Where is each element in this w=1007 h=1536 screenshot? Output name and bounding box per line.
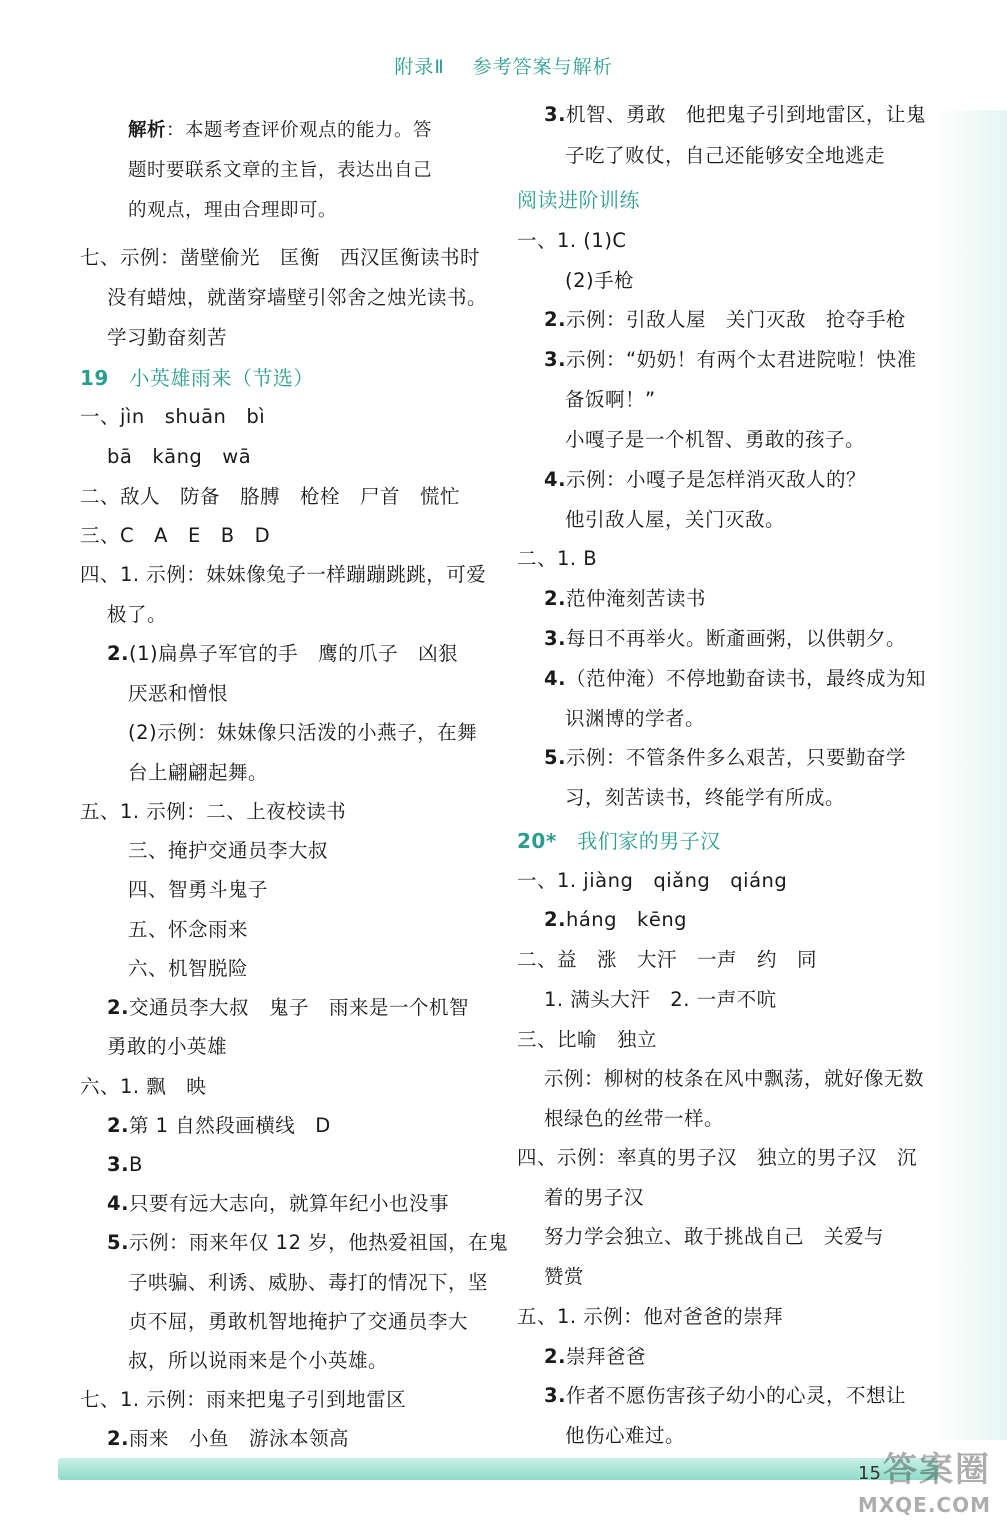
item-text: 四、智勇斗鬼子 [128, 878, 269, 901]
item-text: 七、示例：凿壁偷光 匡衡 西汉匡衡读书时 [80, 246, 481, 269]
answer-line [544, 1345, 646, 1369]
answer-line [544, 1225, 884, 1249]
answer-line [544, 308, 906, 332]
answer-line [544, 988, 777, 1012]
answer-line [565, 508, 785, 532]
item-text: 根绿色的丝带一样。 [544, 1107, 725, 1130]
item-text: 赞赏 [544, 1265, 585, 1288]
item-text: 六、机智脱险 [128, 957, 249, 980]
item-text: (2)手枪 [565, 269, 635, 292]
item-text: háng kēng [565, 908, 688, 931]
item-text: 一、1. (1)C [517, 229, 627, 252]
answer-line [107, 1192, 449, 1216]
answer-line [128, 1271, 488, 1295]
item-text: 六、1. 飘 映 [80, 1075, 207, 1098]
item-text: 示例：柳树的枝条在风中飘荡，就好像无数 [544, 1067, 925, 1090]
item-label: 2. [544, 308, 566, 331]
item-text: 我们家的男子汉 [556, 829, 721, 853]
item-label: 3. [544, 1384, 566, 1407]
right-decorative-strip [937, 110, 1007, 1440]
item-text: 崇拜爸爸 [565, 1345, 646, 1368]
answer-line [107, 286, 487, 310]
item-label: 19 [80, 366, 109, 390]
item-text: 识渊博的学者。 [565, 707, 706, 730]
answer-line [565, 269, 634, 293]
item-text: 交通员李大叔 鬼子 雨来是一个机智 [128, 996, 469, 1019]
item-text: 五、怀念雨来 [128, 918, 249, 941]
item-text: 勇敢的小英雄 [107, 1035, 228, 1058]
answer-line [544, 587, 706, 611]
item-label: 2. [107, 642, 129, 665]
answer-line [565, 707, 705, 731]
answer-line [517, 547, 597, 571]
item-text: 没有蜡烛，就凿穿墙壁引邻舍之烛光读书。 [107, 286, 488, 309]
item-text: 小嘎子是一个机智、勇敢的孩子。 [565, 428, 866, 451]
answer-line [544, 908, 687, 932]
answer-line [128, 682, 228, 706]
page-number: 15 [858, 1463, 881, 1484]
answer-line [128, 119, 432, 143]
answer-line [517, 1028, 657, 1052]
answer-line [544, 1107, 724, 1131]
item-text: 二、1. B [517, 547, 598, 570]
answer-line [80, 1388, 406, 1412]
item-text: (1)扁鼻子军官的手 鹰的爪子 凶狠 [128, 642, 459, 665]
answer-line [128, 839, 328, 863]
answer-line [80, 485, 460, 509]
item-text: 示例：引敌人屋 关门灭敌 抢夺手枪 [565, 308, 906, 331]
item-label: 2. [544, 908, 566, 931]
answer-line [128, 1310, 468, 1334]
answer-line [128, 918, 248, 942]
answer-line [107, 1153, 143, 1177]
answer-line [80, 563, 486, 587]
item-text: 阅读进阶训练 [517, 188, 640, 212]
item-label: 5. [544, 746, 566, 769]
item-text: 每日不再举火。断齑画粥，以供朝夕。 [565, 627, 906, 650]
answer-line [565, 428, 865, 452]
footer-bar [58, 1458, 938, 1480]
answer-line [107, 642, 458, 666]
answer-line [544, 627, 906, 651]
watermark-text: 答案圈 [883, 1450, 991, 1490]
answer-line [565, 1424, 685, 1448]
item-label: 3. [544, 348, 566, 371]
item-text: 四、1. 示例：妹妹像兔子一样蹦蹦跳跳，可爱 [80, 563, 487, 586]
item-text: 五、1. 示例：他对爸爸的崇拜 [517, 1305, 784, 1328]
answer-line [80, 1075, 206, 1099]
item-text: B [128, 1153, 143, 1176]
item-text: 机智、勇敢 他把鬼子引到地雷区，让鬼 [565, 103, 926, 126]
answer-line [517, 948, 817, 972]
item-text: 示例：“奶奶！有两个太君进院啦！快准 [565, 348, 917, 371]
answer-line [517, 829, 721, 853]
answer-line [565, 144, 885, 168]
item-text: bā kāng wā [107, 445, 252, 468]
answer-line [107, 996, 469, 1020]
item-label: 5. [107, 1231, 129, 1254]
item-text: 示例：雨来年仅 12 岁，他热爱祖国，在鬼 [128, 1231, 509, 1254]
answer-line [80, 800, 346, 824]
item-text: 备饭啊！” [565, 388, 656, 411]
header-appendix: 附录Ⅱ [394, 56, 445, 78]
answer-line [128, 878, 268, 902]
answer-line [128, 199, 337, 223]
header-title: 参考答案与解析 [472, 56, 613, 78]
item-text: 子吃了败仗，自己还能够安全地逃走 [565, 144, 886, 167]
watermark [826, 1448, 991, 1528]
item-text: 一、jìn shuān bì [80, 405, 266, 428]
answer-line [107, 1231, 508, 1255]
item-text: （范仲淹）不停地勤奋读书，最终成为知 [565, 667, 926, 690]
item-label: 2. [544, 587, 566, 610]
item-text: 示例：小嘎子是怎样消灭敌人的？ [565, 468, 866, 491]
answer-line [544, 667, 926, 691]
answer-line [107, 1035, 227, 1059]
item-text: 厌恶和憎恨 [128, 682, 229, 705]
answer-line [544, 103, 926, 127]
answer-line [107, 603, 167, 627]
answer-line [80, 524, 270, 548]
item-text: 二、益 涨 大汗 一声 约 同 [517, 948, 818, 971]
answer-line [107, 326, 227, 350]
item-label: 2. [107, 1427, 129, 1450]
item-text: 范仲淹刻苦读书 [565, 587, 706, 610]
item-text: 第 1 自然段画横线 D [128, 1114, 331, 1137]
item-text: 极了。 [107, 603, 168, 626]
item-text: 小英雄雨来（节选） [108, 366, 314, 390]
item-text: 努力学会独立、敢于挑战自己 关爱与 [544, 1225, 885, 1248]
item-label: 2. [107, 1114, 129, 1137]
item-text: 贞不屈，勇敢机智地掩护了交通员李大 [128, 1310, 469, 1333]
answer-line [565, 786, 845, 810]
item-text: 三、C A E B D [80, 524, 271, 547]
item-label: 3. [544, 103, 566, 126]
item-text: 叔，所以说雨来是个小英雄。 [128, 1349, 389, 1372]
item-text: 四、示例：率真的男子汉 独立的男子汉 沉 [517, 1146, 918, 1169]
answer-line [107, 445, 251, 469]
answer-line [544, 468, 866, 492]
answer-line [544, 1186, 644, 1210]
answer-line [517, 188, 640, 212]
answer-line [565, 388, 656, 412]
watermark-url: MXQE.COM [857, 1493, 991, 1517]
answer-line [128, 159, 432, 183]
answer-line [107, 1114, 331, 1138]
answer-line [544, 746, 906, 770]
item-text: 示例：不管条件多么艰苦，只要勤奋学 [565, 746, 906, 769]
answer-line [128, 957, 248, 981]
item-label: 解析 [128, 120, 167, 141]
item-text: 习，刻苦读书，终能学有所成。 [565, 786, 846, 809]
item-text: ：本题考查评价观点的能力。答 [166, 120, 433, 141]
answer-line [517, 1305, 783, 1329]
item-text: 作者不愿伤害孩子幼小的心灵，不想让 [565, 1384, 906, 1407]
answer-line [128, 761, 268, 785]
answer-line [544, 1067, 924, 1091]
answer-line [107, 1427, 349, 1451]
answer-line [517, 229, 627, 253]
item-label: 4. [107, 1192, 129, 1215]
item-text: 五、1. 示例：二、上夜校读书 [80, 800, 347, 823]
item-text: 七、1. 示例：雨来把鬼子引到地雷区 [80, 1388, 407, 1411]
answer-line [80, 405, 265, 429]
item-text: 三、比喻 独立 [517, 1028, 658, 1051]
item-text: (2)示例：妹妹像只活泼的小燕子，在舞 [128, 721, 478, 744]
answer-line [80, 246, 480, 270]
item-text: 1. 满头大汗 2. 一声不吭 [544, 988, 777, 1011]
page-header [0, 52, 1007, 79]
item-text: 只要有远大志向，就算年纪小也没事 [128, 1192, 449, 1215]
item-label: 20* [517, 829, 557, 853]
item-text: 学习勤奋刻苦 [107, 326, 228, 349]
item-text: 一、1. jiàng qiǎng qiáng [517, 869, 788, 892]
item-label: 3. [544, 627, 566, 650]
answer-line [517, 1146, 917, 1170]
item-text: 他引敌人屋，关门灭敌。 [565, 508, 786, 531]
answer-line [544, 1265, 584, 1289]
item-label: 2. [107, 996, 129, 1019]
answer-line [128, 721, 477, 745]
item-label: 4. [544, 667, 566, 690]
item-text: 的观点，理由合理即可。 [128, 200, 338, 221]
answer-line [517, 869, 787, 893]
item-text: 台上翩翩起舞。 [128, 761, 269, 784]
answer-line [544, 348, 917, 372]
item-text: 三、掩护交通员李大叔 [128, 839, 329, 862]
item-text: 子哄骗、利诱、威胁、毒打的情况下，坚 [128, 1271, 489, 1294]
item-text: 题时要联系文章的主旨，表达出自己 [128, 160, 433, 181]
answer-line [128, 1349, 388, 1373]
answer-line [80, 366, 314, 390]
item-label: 3. [107, 1153, 129, 1176]
item-label: 4. [544, 468, 566, 491]
item-text: 雨来 小鱼 游泳本领高 [128, 1427, 349, 1450]
item-text: 着的男子汉 [544, 1186, 645, 1209]
item-text: 二、敌人 防备 胳膊 枪栓 尸首 慌忙 [80, 485, 461, 508]
answer-line [544, 1384, 906, 1408]
item-label: 2. [544, 1345, 566, 1368]
item-text: 他伤心难过。 [565, 1424, 686, 1447]
